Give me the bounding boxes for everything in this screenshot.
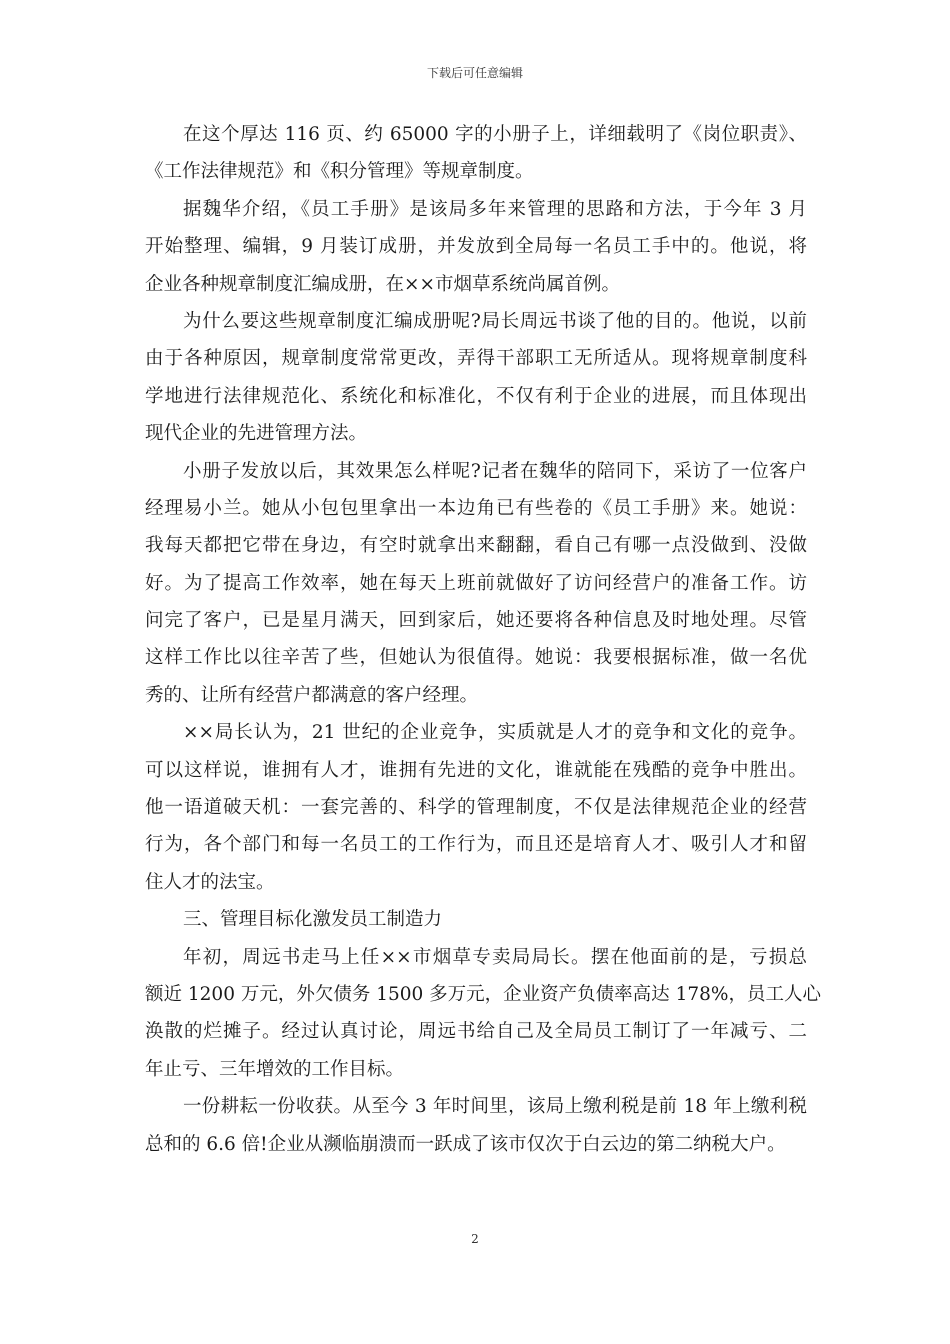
paragraph	[145, 1088, 807, 1163]
text-line: 这样工作比以往辛苦了些，但她认为很值得。她说：我要根据标准，做一名优	[145, 647, 807, 669]
text-line: 《工作法律规范》和《积分管理》等规章制度。	[145, 161, 534, 183]
text-line: 住人才的法宝。	[145, 871, 275, 893]
text-line: 可以这样说，谁拥有人才，谁拥有先进的文化，谁就能在残酷的竞争中胜出。	[145, 759, 807, 781]
text-line: 涣散的烂摊子。经过认真讨论，周远书给自己及全局员工制订了一年减亏、二	[145, 1021, 807, 1043]
text-line: 企业各种规章制度汇编成册，在××市烟草系统尚属首例。	[145, 273, 621, 295]
paragraph	[145, 714, 807, 901]
page-header: 下载后可任意编辑	[426, 66, 523, 80]
text-line: 一份耕耘一份收获。从至今 3 年时间里，该局上缴利税是前 18 年上缴利税	[183, 1096, 807, 1118]
text-line: 行为，各个部门和每一名员工的工作行为，而且还是培育人才、吸引人才和留	[145, 834, 807, 856]
text-line: 总和的 6.6 倍!企业从濒临崩溃而一跃成了该市仅次于白云边的第二纳税大户。	[145, 1133, 786, 1155]
paragraph	[145, 303, 807, 453]
text-line: 他一语道破天机：一套完善的、科学的管理制度，不仅是法律规范企业的经营	[145, 797, 807, 819]
page-number: 2	[471, 1232, 479, 1246]
paragraph	[145, 116, 807, 191]
text-line: 年初，周远书走马上任××市烟草专卖局局长。摆在他面前的是，亏损总	[183, 946, 807, 968]
text-line: 好。为了提高工作效率，她在每天上班前就做好了访问经营户的准备工作。访	[145, 572, 807, 594]
text-line: 小册子发放以后，其效果怎么样呢?记者在魏华的陪同下，采访了一位客户	[183, 460, 807, 482]
text-line: 为什么要这些规章制度汇编成册呢?局长周远书谈了他的目的。他说，以前	[183, 310, 807, 332]
text-line: 据魏华介绍，《员工手册》是该局多年来管理的思路和方法，于今年 3 月	[183, 198, 807, 220]
paragraph	[145, 453, 807, 715]
text-line: 秀的、让所有经营户都满意的客户经理。	[145, 684, 479, 706]
text-line: 经理易小兰。她从小包包里拿出一本边角已有些卷的《员工手册》来。她说：	[145, 497, 807, 519]
text-line: 我每天都把它带在身边，有空时就拿出来翻翻，看自己有哪一点没做到、没做	[145, 535, 807, 557]
paragraph	[145, 191, 807, 303]
text-line: 额近 1200 万元，外欠债务 1500 多万元，企业资产负债率高达 178%，员工人心	[145, 983, 821, 1005]
paragraph	[145, 939, 821, 1089]
text-line: 年止亏、三年增效的工作目标。	[145, 1058, 405, 1080]
text-line: ××局长认为，21 世纪的企业竞争，实质就是人才的竞争和文化的竞争。	[183, 722, 807, 744]
text-line: 开始整理、编辑，9 月装订成册，并发放到全局每一名员工手中的。他说，将	[145, 236, 807, 258]
text-line: 由于各种原因，规章制度常常更改，弄得干部职工无所适从。现将规章制度科	[145, 348, 807, 370]
text-line: 学地进行法律规范化、系统化和标准化，不仅有利于企业的进展，而且体现出	[145, 385, 807, 407]
text-line: 三、管理目标化激发员工制造力	[183, 909, 443, 931]
text-line: 在这个厚达 116 页、约 65000 字的小册子上，详细载明了《岗位职责》、	[183, 124, 807, 145]
paragraph	[145, 901, 807, 938]
document-body	[145, 116, 821, 1163]
text-line: 问完了客户，已是星月满天，回到家后，她还要将各种信息及时地处理。尽管	[145, 610, 807, 632]
text-line: 现代企业的先进管理方法。	[145, 423, 368, 445]
